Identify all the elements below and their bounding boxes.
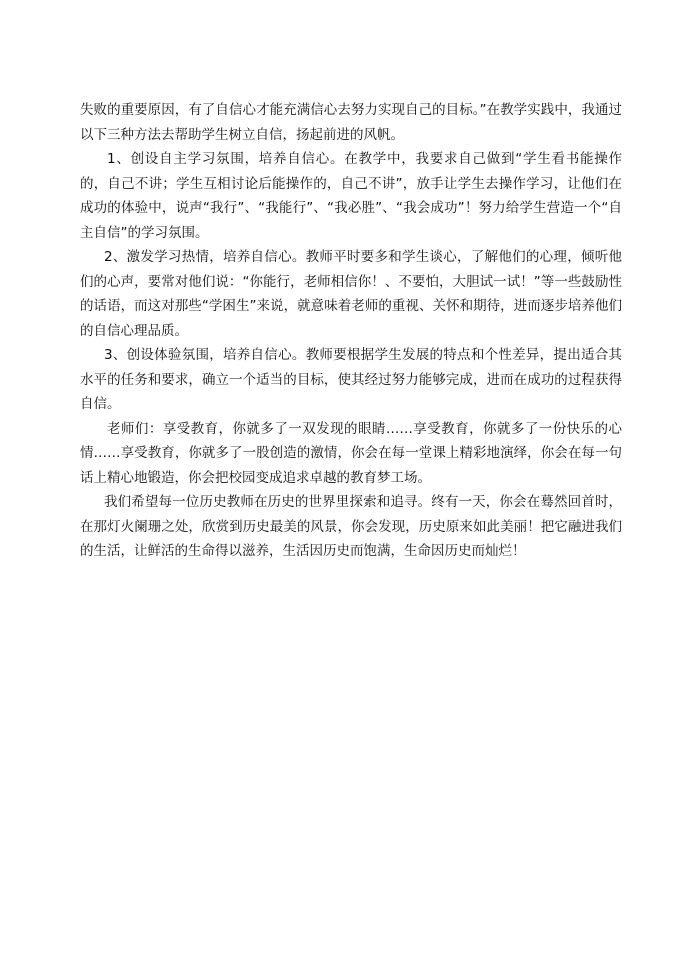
paragraph-method-2: 2、激发学习热情，培养自信心。教师平时要多和学生谈心，了解他们的心理，倾听他们的心声，要常对他们说：“你能行，老师相信你！、不要怕，大胆试一试！”等一些鼓励性的话语，而这对那些“学困生”来说，就意味着老师的重视、关怀和期待，进而逐步培养他们的自信心理品质。 (80, 249, 622, 339)
document-body (80, 98, 622, 564)
paragraph-method-3: 3、创设体验氛围，培养自信心。教师要根据学生发展的特点和个性差异，提出适合其水平的任务和要求，确立一个适当的目标，使其经过努力能够完成，进而在成功的过程获得自信。 (80, 347, 622, 412)
paragraph-closing: 我们希望每一位历史教师在历史的世界里探索和追寻。终有一天，你会在蓦然回首时，在那灯火阑珊之处，欣赏到历史最美的风景，你会发现，历史原来如此美丽！把它融进我们的生活，让鲜活的生命得以滋养，生活因历史而饱满，生命因历史而灿烂！ (80, 494, 622, 559)
paragraph-intro-continuation: 失败的重要原因，有了自信心才能充满信心去努力实现自己的目标。”在教学实践中，我通过以下三种方法去帮助学生树立自信，扬起前进的风帆。 (80, 102, 622, 143)
paragraph-method-1: 1、创设自主学习氛围，培养自信心。在教学中，我要求自己做到“学生看书能操作的，自己不讲；学生互相讨论后能操作的，自己不讲”，放手让学生去操作学习，让他们在成功的体验中，说声“我行”、“我能行”、“我必胜”、“我会成功”！努力给学生营造一个“自主自信”的学习氛围。 (80, 151, 622, 241)
paragraph-teachers: 老师们：享受教育，你就多了一双发现的眼睛……享受教育，你就多了一份快乐的心情……享受教育，你就多了一股创造的激情，你会在每一堂课上精彩地演绎，你会在每一句话上精心地锻造，你会把校园变成追求卓越的教育梦工场。 (80, 420, 622, 486)
